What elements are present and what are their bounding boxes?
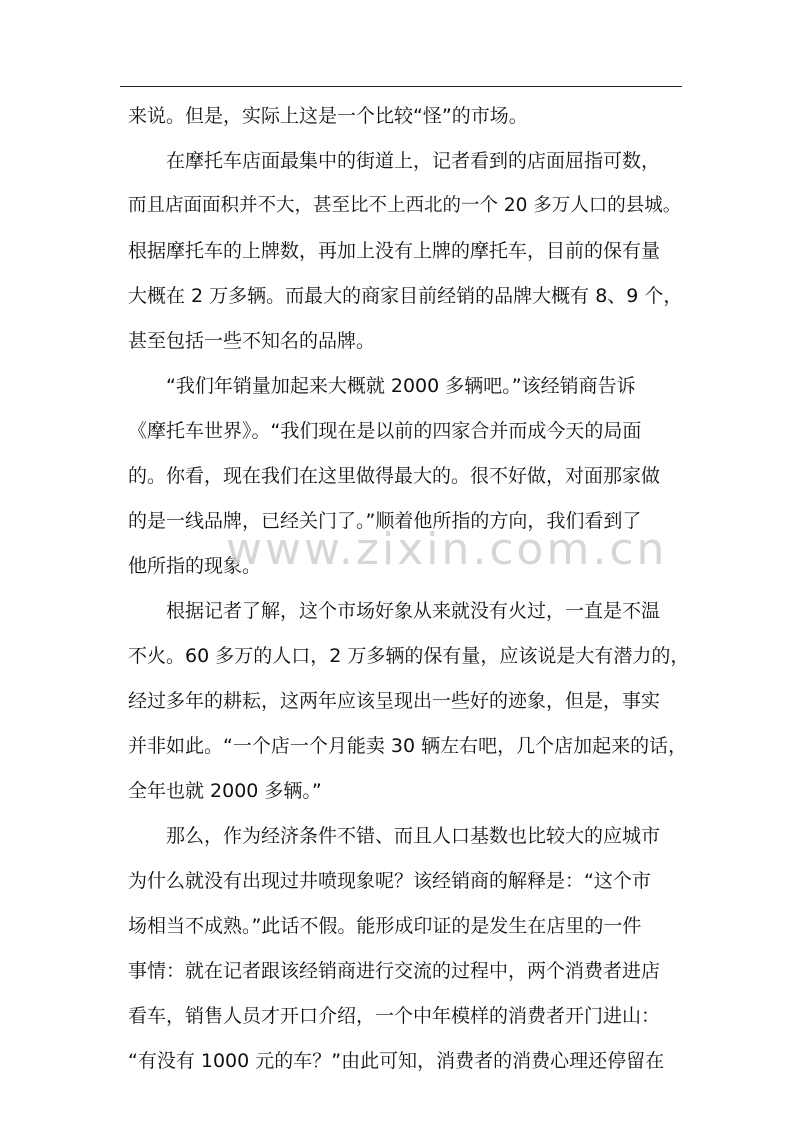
text-line-4: 根据摩托车的上牌数，再加上没有上牌的摩托车，目前的保有量: [128, 240, 661, 262]
text-line-18: 为什么就没有出现过井喷现象呢？该经销商的解释是：“这个市: [128, 870, 651, 892]
header-rule: [120, 86, 682, 87]
text-line-10: 的是一线品牌，已经关门了。”顺着他所指的方向，我们看到了: [128, 510, 642, 532]
text-line-11: 他所指的现象。: [128, 555, 262, 577]
text-line-2: 在摩托车店面最集中的街道上，记者看到的店面屈指可数，: [166, 150, 661, 172]
text-line-21: 看车，销售人员才开口介绍，一个中年模样的消费者开门进山：: [128, 1005, 661, 1027]
text-line-19: 场相当不成熟。”此话不假。能形成印证的是发生在店里的一件: [128, 915, 642, 937]
text-line-13: 不火。60 多万的人口，2 万多辆的保有量，应该说是大有潜力的，: [128, 645, 690, 667]
text-line-6: 甚至包括一些不知名的品牌。: [128, 330, 376, 352]
text-line-16: 全年也就 2000 多辆。”: [128, 780, 322, 802]
text-line-8: 《摩托车世界》。“我们现在是以前的四家合并而成今天的局面: [128, 420, 642, 442]
text-line-5: 大概在 2 万多辆。而最大的商家目前经销的品牌大概有 8、9 个，: [128, 285, 683, 307]
text-line-1: 来说。但是，实际上这是一个比较“怪”的市场。: [128, 105, 528, 127]
text-line-3: 而且店面面积并不大，甚至比不上西北的一个 20 多万人口的县城。: [128, 195, 682, 216]
text-line-17: 那么，作为经济条件不错、而且人口基数也比较大的应城市: [166, 825, 661, 847]
watermark: www.zixin.com.cn: [226, 524, 668, 575]
text-line-14: 经过多年的耕耘，这两年应该呈现出一些好的迹象，但是，事实: [128, 690, 661, 712]
text-line-20: 事情：就在记者跟该经销商进行交流的过程中，两个消费者进店: [128, 960, 661, 982]
text-line-9: 的。你看，现在我们在这里做得最大的。很不好做，对面那家做: [128, 465, 661, 487]
text-line-12: 根据记者了解，这个市场好象从来就没有火过，一直是不温: [166, 600, 661, 622]
text-line-22: “有没有 1000 元的车？”由此可知，消费者的消费心理还停留在: [128, 1050, 665, 1072]
text-line-7: “我们年销量加起来大概就 2000 多辆吧。”该经销商告诉: [166, 375, 636, 397]
text-line-15: 并非如此。“一个店一个月能卖 30 辆左右吧，几个店加起来的话，: [128, 735, 688, 757]
